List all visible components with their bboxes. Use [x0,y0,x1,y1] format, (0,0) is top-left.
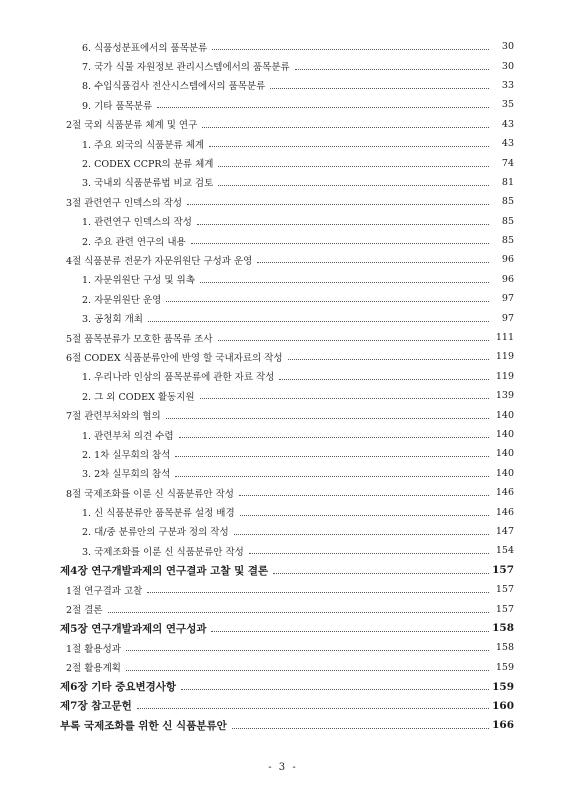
toc-dot-leader [202,127,489,128]
toc-entry-label: 1. 관련연구 인덱스의 작성 [82,214,194,228]
toc-dot-leader [147,592,489,593]
toc-entry-page: 140 [495,409,514,421]
toc-entry-label: 1. 자문위원단 구성 및 위촉 [82,272,197,286]
toc-entry-page: 158 [495,642,514,654]
toc-dot-leader [218,340,489,341]
toc-entry-page: 96 [501,273,514,285]
toc-entry-label: 2. 자문위원단 운영 [82,292,163,306]
toc-dot-leader [257,262,489,263]
toc-entry-page: 85 [501,215,514,227]
toc-dot-leader [175,456,489,457]
toc-section-entry[interactable] [0,599,566,618]
toc-entry-page: 166 [492,719,514,732]
toc-entry-label: 7절 관련부처와의 협의 [66,408,163,422]
toc-entry-label: 1. 주요 외국의 식품분류 체계 [82,137,206,151]
toc-entry-page: 146 [495,487,514,499]
toc-entry-label: 8절 국제조화를 이룬 신 식품분류안 작성 [66,486,236,500]
toc-entry-page: 159 [492,680,514,693]
toc-entry-label: 제5장 연구개발과제의 연구성과 [60,622,207,635]
toc-entry-label: 4절 식품분류 전문가 자문위원단 구성과 운영 [66,253,254,267]
toc-entry-label: 제7장 참고문헌 [60,700,132,713]
toc-entry-label: 1. 신 식품분류안 품목분류 설정 배경 [82,505,237,519]
toc-section-entry[interactable] [0,580,566,599]
toc-dot-leader [108,612,489,613]
toc-entry-label: 부록 국제조화를 위한 신 식품분류안 [60,719,227,732]
toc-dot-leader [126,670,489,671]
toc-chapter-entry[interactable] [0,561,566,580]
toc-dot-leader [249,553,489,554]
toc-dot-leader [187,204,489,205]
toc-subsection-entry[interactable] [0,231,566,250]
toc-dot-leader [218,166,489,167]
toc-entry-page: 140 [495,429,514,440]
toc-subsection-entry[interactable] [0,464,566,483]
toc-chapter-entry[interactable] [0,619,566,638]
toc-entry-label: 2. 1차 실무회의 참석 [82,447,172,461]
toc-dot-leader [270,88,489,89]
toc-subsection-entry[interactable] [0,134,566,153]
toc-section-entry[interactable] [0,115,566,134]
toc-section-entry[interactable] [0,405,566,424]
toc-entry-page: 97 [501,312,514,324]
toc-dot-leader [295,69,489,70]
toc-subsection-entry[interactable] [0,37,566,56]
toc-subsection-entry[interactable] [0,270,566,289]
toc-section-entry[interactable] [0,483,566,502]
toc-entry-label: 3. 2차 실무회의 참석 [82,466,172,480]
toc-dot-leader [191,243,489,244]
toc-dot-leader [239,495,489,496]
toc-entry-label: 3. 공청회 개최 [82,311,145,325]
toc-subsection-entry[interactable] [0,95,566,114]
toc-entry-page: 97 [501,293,514,305]
toc-dot-leader [197,224,489,225]
toc-entry-label: 8. 수입식품검사 전산시스템에서의 품목분류 [82,78,267,92]
toc-dot-leader [218,185,489,186]
page-number: - 3 - [268,762,298,773]
toc-subsection-entry[interactable] [0,289,566,308]
toc-entry-page: 157 [495,584,514,596]
toc-entry-label: 3절 관련연구 인덱스의 작성 [66,195,184,209]
toc-entry-page: 119 [495,351,514,363]
toc-dot-leader [200,282,489,283]
toc-entry-page: 85 [501,196,514,208]
toc-entry-label: 2절 국외 식품분류 체계 및 연구 [66,117,199,131]
toc-dot-leader [234,534,489,535]
toc-dot-leader [126,650,489,651]
toc-section-entry[interactable] [0,347,566,366]
toc-dot-leader [211,631,489,632]
toc-dot-leader [157,107,489,108]
toc-entry-label: 1절 연구결과 고찰 [66,583,144,597]
toc-subsection-entry[interactable] [0,386,566,405]
toc-dot-leader [175,476,489,477]
toc-entry-page: 139 [495,390,514,402]
toc-entry-page: 157 [495,603,514,615]
toc-entry-label: 2. 그 외 CODEX 활동지원 [82,389,197,403]
toc-entry-page: 157 [492,564,514,577]
toc-entry-page: 154 [495,545,514,557]
toc-dot-leader [137,708,489,709]
toc-section-entry[interactable] [0,658,566,677]
toc-subsection-entry[interactable] [0,425,566,444]
toc-entry-page: 160 [492,699,514,712]
toc-entry-label: 1. 우리나라 인삼의 품목분류에 관한 자료 작성 [82,369,276,383]
toc-subsection-entry[interactable] [0,367,566,386]
toc-entry-page: 85 [501,235,514,247]
toc-entry-label: 3. 국제조화를 이룬 신 식품분류안 작성 [82,544,246,558]
toc-dot-leader [240,515,489,516]
toc-entry-page: 81 [501,176,514,188]
toc-dot-leader [212,49,489,50]
toc-entry-page: 43 [501,138,514,150]
toc-subsection-entry[interactable] [0,56,566,75]
toc-dot-leader [209,146,489,147]
toc-entry-page: 158 [492,622,514,635]
toc-section-entry[interactable] [0,638,566,657]
toc-entry-page: 146 [495,506,514,518]
toc-entry-label: 1절 활용성과 [66,641,123,655]
toc-entry-label: 9. 기타 품목분류 [82,98,154,112]
toc-subsection-entry[interactable] [0,444,566,463]
toc-entry-label: 1. 관련부처 의견 수렴 [82,428,176,442]
toc-entry-page: 30 [501,60,514,72]
toc-entry-page: 119 [495,370,514,382]
toc-dot-leader [166,301,489,302]
table-of-contents [0,37,566,735]
toc-entry-page: 33 [501,79,514,91]
toc-dot-leader [273,573,489,574]
toc-dot-leader [148,321,489,322]
toc-entry-label: 제4장 연구개발과제의 연구결과 고찰 및 결론 [60,564,269,577]
toc-dot-leader [279,379,489,380]
toc-subsection-entry[interactable] [0,522,566,541]
toc-subsection-entry[interactable] [0,173,566,192]
toc-entry-label: 6. 식품성분표에서의 품목분류 [82,40,209,54]
toc-entry-page: 30 [501,41,514,53]
toc-chapter-entry[interactable] [0,716,566,735]
toc-section-entry[interactable] [0,328,566,347]
toc-dot-leader [288,359,489,360]
toc-entry-label: 2. 대/중 분류안의 구분과 정의 작성 [82,524,231,538]
toc-chapter-entry[interactable] [0,696,566,715]
toc-entry-label: 제6장 기타 중요변경사항 [60,681,177,694]
toc-subsection-entry[interactable] [0,502,566,521]
toc-entry-label: 2절 결론 [66,602,105,616]
toc-subsection-entry[interactable] [0,153,566,172]
toc-section-entry[interactable] [0,192,566,211]
toc-entry-page: 140 [495,448,514,460]
toc-entry-label: 2. 주요 관련 연구의 내용 [82,234,188,248]
toc-chapter-entry[interactable] [0,677,566,696]
toc-entry-page: 111 [495,332,514,344]
toc-entry-page: 159 [495,661,514,673]
toc-subsection-entry[interactable] [0,212,566,231]
toc-entry-page: 140 [495,467,514,479]
toc-entry-label: 5절 품목분류가 모호한 품목류 조사 [66,331,215,345]
toc-dot-leader [179,437,489,438]
toc-entry-label: 3. 국내외 식품분류법 비교 검토 [82,175,215,189]
toc-dot-leader [166,418,489,419]
toc-entry-label: 7. 국가 식물 자원정보 관리시스템에서의 품목분류 [82,59,292,73]
toc-entry-label: 2절 활용계획 [66,660,123,674]
toc-entry-page: 35 [501,99,514,111]
toc-subsection-entry[interactable] [0,76,566,95]
toc-section-entry[interactable] [0,250,566,269]
toc-subsection-entry[interactable] [0,308,566,327]
toc-entry-label: 2. CODEX CCPR의 분류 체계 [82,156,215,170]
toc-entry-page: 96 [501,254,514,266]
toc-entry-page: 43 [501,118,514,130]
toc-dot-leader [181,689,489,690]
toc-dot-leader [200,398,489,399]
toc-dot-leader [232,728,489,729]
toc-entry-label: 6절 CODEX 식품분류안에 반영 할 국내자료의 작성 [66,350,285,364]
toc-subsection-entry[interactable] [0,541,566,560]
toc-entry-page: 74 [501,157,514,169]
toc-entry-page: 147 [495,525,514,537]
